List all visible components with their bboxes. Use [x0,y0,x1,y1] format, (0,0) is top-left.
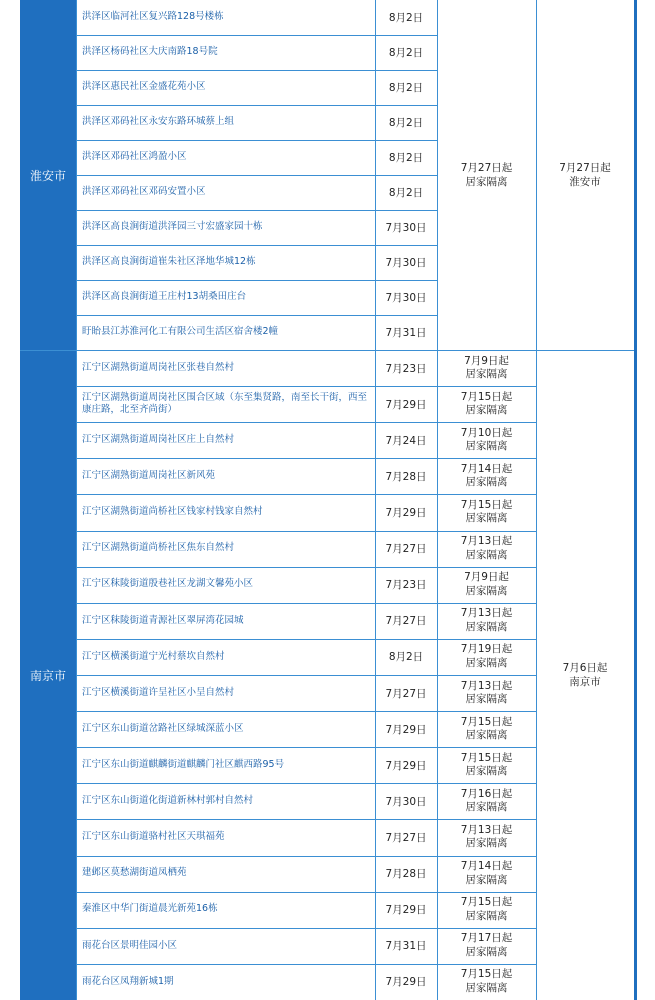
isolation-cell: 7月9日起 居家隔离 [464,354,509,381]
isolation-cell: 7月13日起 居家隔离 [460,607,513,633]
date-cell: 7月27日 [385,687,427,700]
row-divider [76,494,437,495]
row-divider [76,105,437,106]
row-divider [437,531,536,532]
isolation-cell: 7月14日起 居家隔离 [460,462,513,489]
date-cell: 7月29日 [385,723,427,736]
grid-vline [76,0,77,1000]
row-divider [76,458,437,459]
right-edge-bar [634,0,637,1000]
isolation-cell: 7月15日起 居家隔离 [460,968,513,994]
row-divider [437,567,536,568]
row-divider [437,603,536,604]
date-cell: 7月29日 [385,904,427,917]
row-divider [76,531,437,532]
row-divider [76,175,437,176]
isolation-cell-huaian: 7月27日起 居家隔离 [460,162,513,188]
isolation-cell: 7月14日起 居家隔离 [460,860,513,886]
row-divider [437,783,536,784]
row-divider [437,458,536,459]
address-cell: 洪泽区高良涧街道崔朱社区泽地华城12栋 [82,256,256,268]
address-cell: 洪泽区高良涧街道王庄村13胡桑田庄台 [82,291,247,303]
row-divider [437,639,536,640]
row-divider [76,747,437,748]
date-cell: 8月2日 [388,47,424,59]
date-cell: 8月2日 [388,651,424,664]
address-cell: 洪泽区杨码社区大庆南路18号院 [82,46,218,58]
row-divider [76,280,437,281]
row-divider [76,140,437,141]
isolation-cell: 7月13日起 居家隔离 [460,823,513,850]
address-cell: 江宁区东山街道化街道新林村郭村自然村 [82,795,254,807]
row-divider [437,928,536,929]
scope-cell-nanjing: 7月6日起 南京市 [562,662,608,688]
address-cell: 江宁区湖熟街道周岗社区张巷自然村 [82,361,235,373]
date-cell: 7月27日 [385,615,427,628]
isolation-cell: 7月15日起 居家隔离 [460,715,513,742]
isolation-cell: 7月13日起 居家隔离 [460,679,513,706]
address-cell: 雨花台区凤翔新城1期 [82,975,174,987]
isolation-cell: 7月15日起 居家隔离 [460,751,513,778]
row-divider [437,422,536,423]
date-cell: 7月29日 [385,398,427,411]
address-cell: 建邺区莫愁湖街道凤栖苑 [82,867,187,879]
row-divider [76,964,437,965]
address-cell: 江宁区东山街道麒麟街道麒麟门社区麒西路95号 [82,759,285,771]
date-cell: 7月27日 [385,543,427,556]
row-divider [76,892,437,893]
date-cell: 7月30日 [385,795,427,808]
isolation-cell: 7月15日起 居家隔离 [460,498,513,525]
date-cell: 7月29日 [385,976,427,989]
address-cell: 江宁区东山街道岔路社区绿城深蓝小区 [82,722,244,734]
row-divider [76,245,437,246]
address-cell: 江宁区秣陵街道青源社区翠屏湾花园城 [82,614,244,626]
row-divider [437,675,536,676]
isolation-cell: 7月19日起 居家隔离 [460,643,513,669]
row-divider [437,747,536,748]
address-cell: 洪泽区邓码社区邓码安置小区 [82,186,206,198]
row-divider [76,783,437,784]
date-cell: 7月31日 [385,327,427,339]
row-divider [437,711,536,712]
date-cell: 7月30日 [385,257,427,269]
date-cell: 7月28日 [385,470,427,483]
isolation-cell: 7月17日起 居家隔离 [460,932,513,958]
date-cell: 8月2日 [388,82,424,94]
date-cell: 7月30日 [385,222,427,234]
date-cell: 7月27日 [385,831,427,844]
address-cell: 江宁区横溪街道许呈社区小呈自然村 [82,686,235,698]
row-divider [76,928,437,929]
row-divider [76,639,437,640]
address-cell: 江宁区湖熟街道尚桥社区焦东自然村 [82,542,235,554]
row-divider [437,819,536,820]
address-cell: 洪泽区高良涧街道洪泽园三寸宏盛家园十栋 [82,221,263,233]
row-divider [76,603,437,604]
date-cell: 8月2日 [388,117,424,129]
city-cell-huaian: 淮安市 [20,0,76,350]
row-divider [76,711,437,712]
row-divider [76,70,437,71]
row-divider [76,819,437,820]
address-cell: 江宁区秣陵街道殷巷社区龙湖文馨苑小区 [82,578,254,590]
address-cell: 江宁区湖熟街道周岗社区新风苑 [82,470,216,482]
date-cell: 7月30日 [385,292,427,304]
date-cell: 7月23日 [385,579,427,592]
row-divider [437,494,536,495]
address-cell: 秦淮区中华门街道晨光新苑16栋 [82,903,218,915]
isolation-cell: 7月15日起 居家隔离 [460,390,513,417]
address-cell: 江宁区湖熟街道周岗社区围合区域（东至集贤路，南至长干街，西至康庄路，北至齐尚街） [82,391,368,416]
isolation-cell: 7月10日起 居家隔离 [460,426,513,453]
address-cell: 江宁区东山街道骆村社区天琪福苑 [82,831,225,843]
row-divider [437,964,536,965]
row-divider [76,210,437,211]
isolation-cell: 7月13日起 居家隔离 [460,535,513,561]
address-cell: 盱眙县江苏淮河化工有限公司生活区宿舍楼2幢 [82,326,279,338]
row-divider [437,386,536,387]
address-cell: 洪泽区邓码社区鸿盈小区 [82,151,187,163]
row-divider [76,35,437,36]
address-cell: 江宁区横溪街道宁光村蔡坎自然村 [82,650,225,662]
address-cell: 江宁区湖熟街道周岗社区庄上自然村 [82,434,235,446]
row-divider [76,386,437,387]
date-cell: 7月29日 [385,759,427,772]
scope-cell-huaian: 7月27日起 淮安市 [559,162,611,188]
date-cell: 7月23日 [385,362,427,375]
date-cell: 7月31日 [385,940,427,953]
address-cell: 雨花台区景明佳园小区 [82,939,178,951]
address-cell: 洪泽区临河社区复兴路128号楼栋 [82,11,224,23]
row-divider [76,567,437,568]
date-cell: 8月2日 [388,12,424,24]
row-divider [437,856,536,857]
date-cell: 8月2日 [388,152,424,164]
date-cell: 7月24日 [385,434,427,447]
row-divider [437,892,536,893]
isolation-cell: 7月9日起 居家隔离 [464,571,509,597]
city-cell-nanjing: 南京市 [20,350,76,1000]
isolation-cell: 7月16日起 居家隔离 [460,787,513,814]
row-divider [76,856,437,857]
address-cell: 洪泽区邓码社区永安东路环城蔡上组 [82,116,235,128]
date-cell: 7月28日 [385,868,427,881]
address-cell: 江宁区湖熟街道尚桥社区钱家村钱家自然村 [82,506,263,518]
date-cell: 7月29日 [385,506,427,519]
address-cell: 洪泽区惠民社区金盛花苑小区 [82,81,206,93]
row-divider [76,675,437,676]
isolation-cell: 7月15日起 居家隔离 [460,896,513,922]
row-divider [76,422,437,423]
row-divider [76,315,437,316]
date-cell: 8月2日 [388,187,424,199]
